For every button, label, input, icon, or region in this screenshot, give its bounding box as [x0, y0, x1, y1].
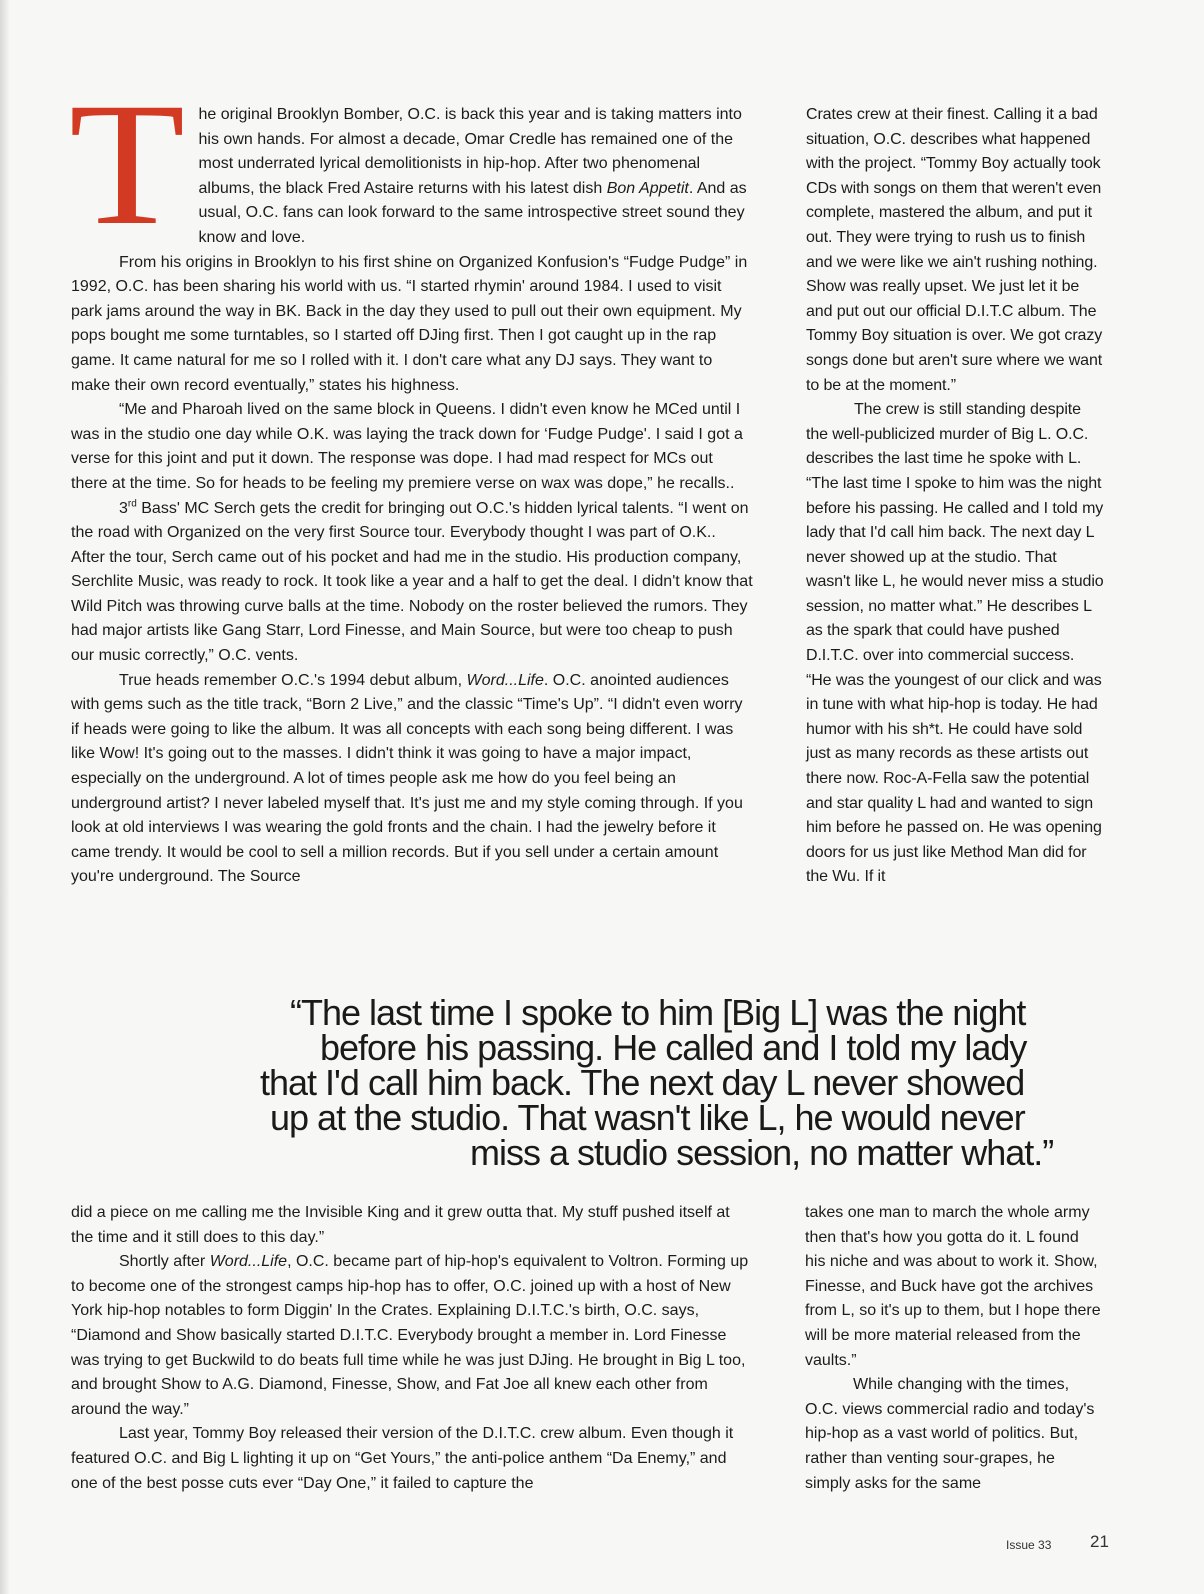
- paragraph-commercial-radio: While changing with the times, O.C. views commercial radio and today's hip-hop as a vast world of politics. But, rather than venting sour-grapes, he simply asks for the same: [805, 1376, 1095, 1492]
- pull-quote-line: up at the studio. That wasn't like L, he would never: [270, 1097, 1025, 1138]
- pull-quote-line: miss a studio session, no matter what.”: [470, 1132, 1054, 1173]
- page-number: 21: [1090, 1532, 1109, 1551]
- intro-text: he original Brooklyn Bomber, O.C. is back this year and is taking matters into his own hands. For almost a decade, Omar Credle has remained one of the most underrated lyrical demolitionists in hip-hop. After two phenomenal albums, the black Fred Astaire returns with his latest dish: [198, 106, 742, 197]
- paragraph-serch: 3rd Bass' MC Serch gets the credit for bringing out O.C.'s hidden lyrical talents. “I went on the road with Organized on the very first Source tour. Everybody thought I was part of O.K.. After the tour, Serch came out of his pocket and had me in the studio. His production company, Serchlite Music, was ready to rock. It took like a year and a half to get the deal. I didn't know that Wild Pitch was throwing curve balls at the time. Nobody on the roster believed the rumors. They had major artists like Gang Starr, Lord Finesse, and Main Source, but were too cheap to push our music correctly,” O.C. vents.: [71, 498, 753, 665]
- article-column-left-bottom: [71, 1201, 753, 1496]
- paragraph-archives: takes one man to march the whole army then that's how you gotta do it. L found his niche and was about to work it. Show, Finesse, and Buck have got the archives from L, so it's up to them, but I hope there will be more material released from the vaults.”: [805, 1204, 1101, 1369]
- issue-label: Issue 33: [1006, 1538, 1052, 1552]
- page-binding-shadow: [0, 0, 10, 1594]
- paragraph-pharoah: “Me and Pharoah lived on the same block in Queens. I didn't even know he MCed until I was in the studio one day while O.K. was laying the track down for ‘Fudge Pudge'. I said I got a verse for this joint and put it down. The response was dope. I had mad respect for MCs out there at the time. So for heads to be feeling my premiere verse on wax was dope,” he recalls..: [71, 401, 743, 492]
- paragraph-invisible-king: did a piece on me calling me the Invisible King and it grew outta that. My stuff pushed itself at the time and it still does to this day.”: [71, 1204, 730, 1246]
- article-column-right-bottom: [805, 1201, 1103, 1496]
- drop-cap: T: [69, 67, 186, 262]
- pull-quote-line: “The last time I spoke to him [Big L] was the night: [290, 992, 1026, 1033]
- pull-quote-line: that I'd call him back. The next day L never showed: [260, 1062, 1025, 1103]
- article-column-left-top: [69, 67, 753, 890]
- pull-quote: [260, 992, 1060, 1173]
- paragraph-tommy-boy: Last year, Tommy Boy released their version of the D.I.T.C. crew album. Even though it featured O.C. and Big L lighting it up on “Get Yours,” the anti-police anthem “Da Enemy,” and one of the best posse cuts ever “Day One,” it failed to capture the: [71, 1425, 734, 1492]
- article-column-right-top: [806, 103, 1104, 890]
- paragraph-big-l: The crew is still standing despite the well-publicized murder of Big L. O.C. describes the last time he spoke with L. “The last time I spoke to him was the night before his passing. He called and I told my lady that I'd call him back. The next day L never showed up at the studio. That wasn't like L, he would never miss a studio session, no matter what.” He describes L as the spark that could have pushed D.I.T.C. over into commercial success. “He was the youngest of our click and was in tune with what hip-hop is today. He had humor with his sh*t. He could have sold just as many records as these artists out there now. Roc-A-Fella saw the potential and star quality L had and wanted to sign him before he passed on. He was opening doors for us just like Method Man did for the Wu. If it: [806, 401, 1104, 886]
- paragraph-origins: From his origins in Brooklyn to his first shine on Organized Konfusion's “Fudge Pudge” in 1992, O.C. has been sharing his world with us. “I started rhymin' around 1984. I used to visit park jams around the way in BK. Back in the day they used to pull out their own equipment. My pops bought me some turntables, so I started off DJing first. Then I got caught up in the rap game. It came natural for me so I rolled with it. I don't care what any DJ says. They want to make their own record eventually,” states his highness.: [71, 253, 748, 394]
- intro-text-end: . And as usual, O.C. fans can look forward to the same introspective street sound they know and love.: [198, 179, 747, 246]
- pull-quote-line: before his passing. He called and I told my lady: [320, 1027, 1027, 1068]
- paragraph-debut-album: True heads remember O.C.'s 1994 debut album, Word...Life. O.C. anointed audiences with gems such as the title track, “Born 2 Live,” and the classic “Time's Up”. “I didn't even worry if heads were going to like the album. It was all concepts with each song being different. I was like Wow! It's going out to the masses. I didn't think it was going to have a major impact, especially on the underground. A lot of times people ask me how do you feel being an underground artist? I never labeled myself that. It's just me and my style coming through. If you look at old interviews I was wearing the gold fronts and the chain. I had the jewelry before it came trendy. It would be cool to sell a million records. But if you sell under a certain amount you're underground. The Source: [71, 671, 743, 886]
- album-title-bon-appetit: Bon Appetit: [606, 179, 689, 197]
- album-title-word-life: Word...Life: [209, 1253, 288, 1271]
- album-title-word-life: Word...Life: [466, 671, 544, 689]
- paragraph-ditc-formation: Shortly after Word...Life, O.C. became part of hip-hop's equivalent to Voltron. Forming up to become one of the strongest camps hip-hop has to offer, O.C. joined up with a host of New York hip-hop notables to form Diggin' In the Crates. Explaining D.I.T.C.'s birth, O.C. says, “Diamond and Show basically started D.I.T.C. Everybody brought a member in. Lord Finesse was trying to get Buckwild to do beats full time while he was just DJing. He brought in Big L too, and brought Show to A.G. Diamond, Finesse, Show, and Fat Joe all knew each other from around the way.”: [71, 1253, 749, 1418]
- intro-paragraph: [69, 67, 753, 262]
- paragraph-crates-crew: Crates crew at their finest. Calling it a bad situation, O.C. describes what happened with the project. “Tommy Boy actually took CDs with songs on them that weren't even complete, mastered the album, and put it out. They were trying to rush us to finish and we were like we ain't rushing nothing. Show was really upset. We just let it be and put out our official D.I.T.C album. The Tommy Boy situation is over. We got crazy songs done but aren't sure where we want to be at the moment.”: [806, 106, 1103, 394]
